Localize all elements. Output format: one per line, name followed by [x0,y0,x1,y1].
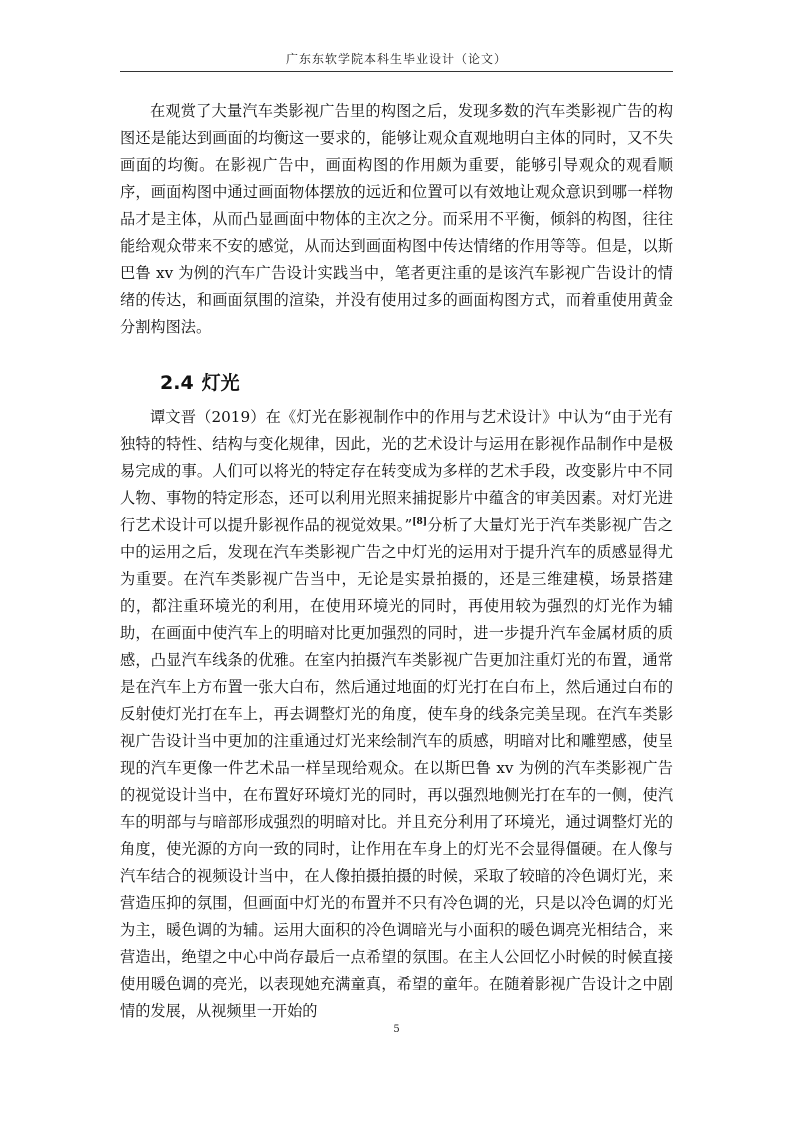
header-divider [120,71,673,72]
section-number: 2.4 [160,372,194,394]
body-paragraph-composition: 在观赏了大量汽车类影视广告里的构图之后，发现多数的汽车类影视广告的构图还是能达到画面的均衡这一要求的，能够让观众直观地明白主体的同时，又不失画面的均衡。在影视广告中，画面构图的作用颇为重要，能够引导观众的观看顺序，画面构图中通过画面物体摆放的远近和位置可以有效地让观众意识到哪一样物品才是主体，从而凸显画面中物体的主次之分。而采用不平衡，倾斜的构图，往往能给观众带来不安的感觉，从而达到画面构图中传达情绪的作用等等。但是，以斯巴鲁 xv 为例的汽车广告设计实践当中，笔者更注重的是该汽车影视广告设计的情绪的传达，和画面氛围的渲染，并没有使用过多的画面构图方式，而着重使用黄金分割构图法。 [120,102,673,336]
page-number: 5 [393,1024,400,1035]
quoted-passage: 谭文晋（2019）在《灯光在影视制作中的作用与艺术设计》中认为“由于光有独特的特性、结构与变化规律，因此，光的艺术设计与运用在影视作品制作中是极易完成的事。人们可以将光的特定存在转变成为多样的艺术手段，改变影片中不同人物、事物的特定形态，还可以利用光照来捕捉影片中蕴含的审美因素。对灯光进行艺术设计可以提升影视作品的视觉效果。” [120,408,673,534]
section-title: 灯光 [201,372,240,394]
analysis-passage: 分析了大量灯光于汽车类影视广告之中的运用之后，发现在汽车类影视广告之中灯光的运用对于提升汽车的质感显得尤为重要。在汽车类影视广告当中，无论是实景拍摄的，还是三维建模，场景搭建的，都注重环境光的利用，在使用环境光的同时，再使用较为强烈的灯光作为辅助，在画面中使汽车上的明暗对比更加强烈的同时，进一步提升汽车金属材质的质感，凸显汽车线条的优雅。在室内拍摄汽车类影视广告更加注重灯光的布置，通常是在汽车上方布置一张大白布，然后通过地面的灯光打在白布上，然后通过白布的反射使灯光打在车上，再去调整灯光的角度，使车身的线条完美呈现。在汽车类影视广告设计当中更加的注重通过灯光来绘制汽车的质感，明暗对比和雕塑感，使呈现的汽车更像一件艺术品一样呈现给观众。在以斯巴鲁 xv 为例的汽车类影视广告的视觉设计当中，在布置好环境灯光的同时，再以强烈地侧光打在车的一侧，使汽车的明部与与暗部形成强烈的明暗对比。并且充分利用了环境光，通过调整灯光的角度，使光源的方向一致的同时，让作用在车身上的灯光不会显得僵硬。在人像与汽车结合的视频设计当中，在人像拍摄拍摄的时候，采取了较暗的冷色调灯光，来营造压抑的氛围，但画面中灯光的布置并不只有冷色调的光，只是以冷色调的灯光为主，暖色调的为辅。运用大面积的冷色调暗光与小面积的暖色调亮光相结合，来营造出，绝望之中心中尚存最后一点希望的氛围。在主人公回忆小时候的时候直接使用暖色调的亮光，以表现她充满童真，希望的童年。在随着影视广告设计之中剧情的发展，从视频里一开始的 [120,516,673,1020]
section-heading [160,371,240,395]
citation-reference[interactable]: [8] [412,517,428,527]
body-paragraph-lighting [120,404,673,1025]
page-header: 广东东软学院本科生毕业设计（论文） [285,52,507,66]
